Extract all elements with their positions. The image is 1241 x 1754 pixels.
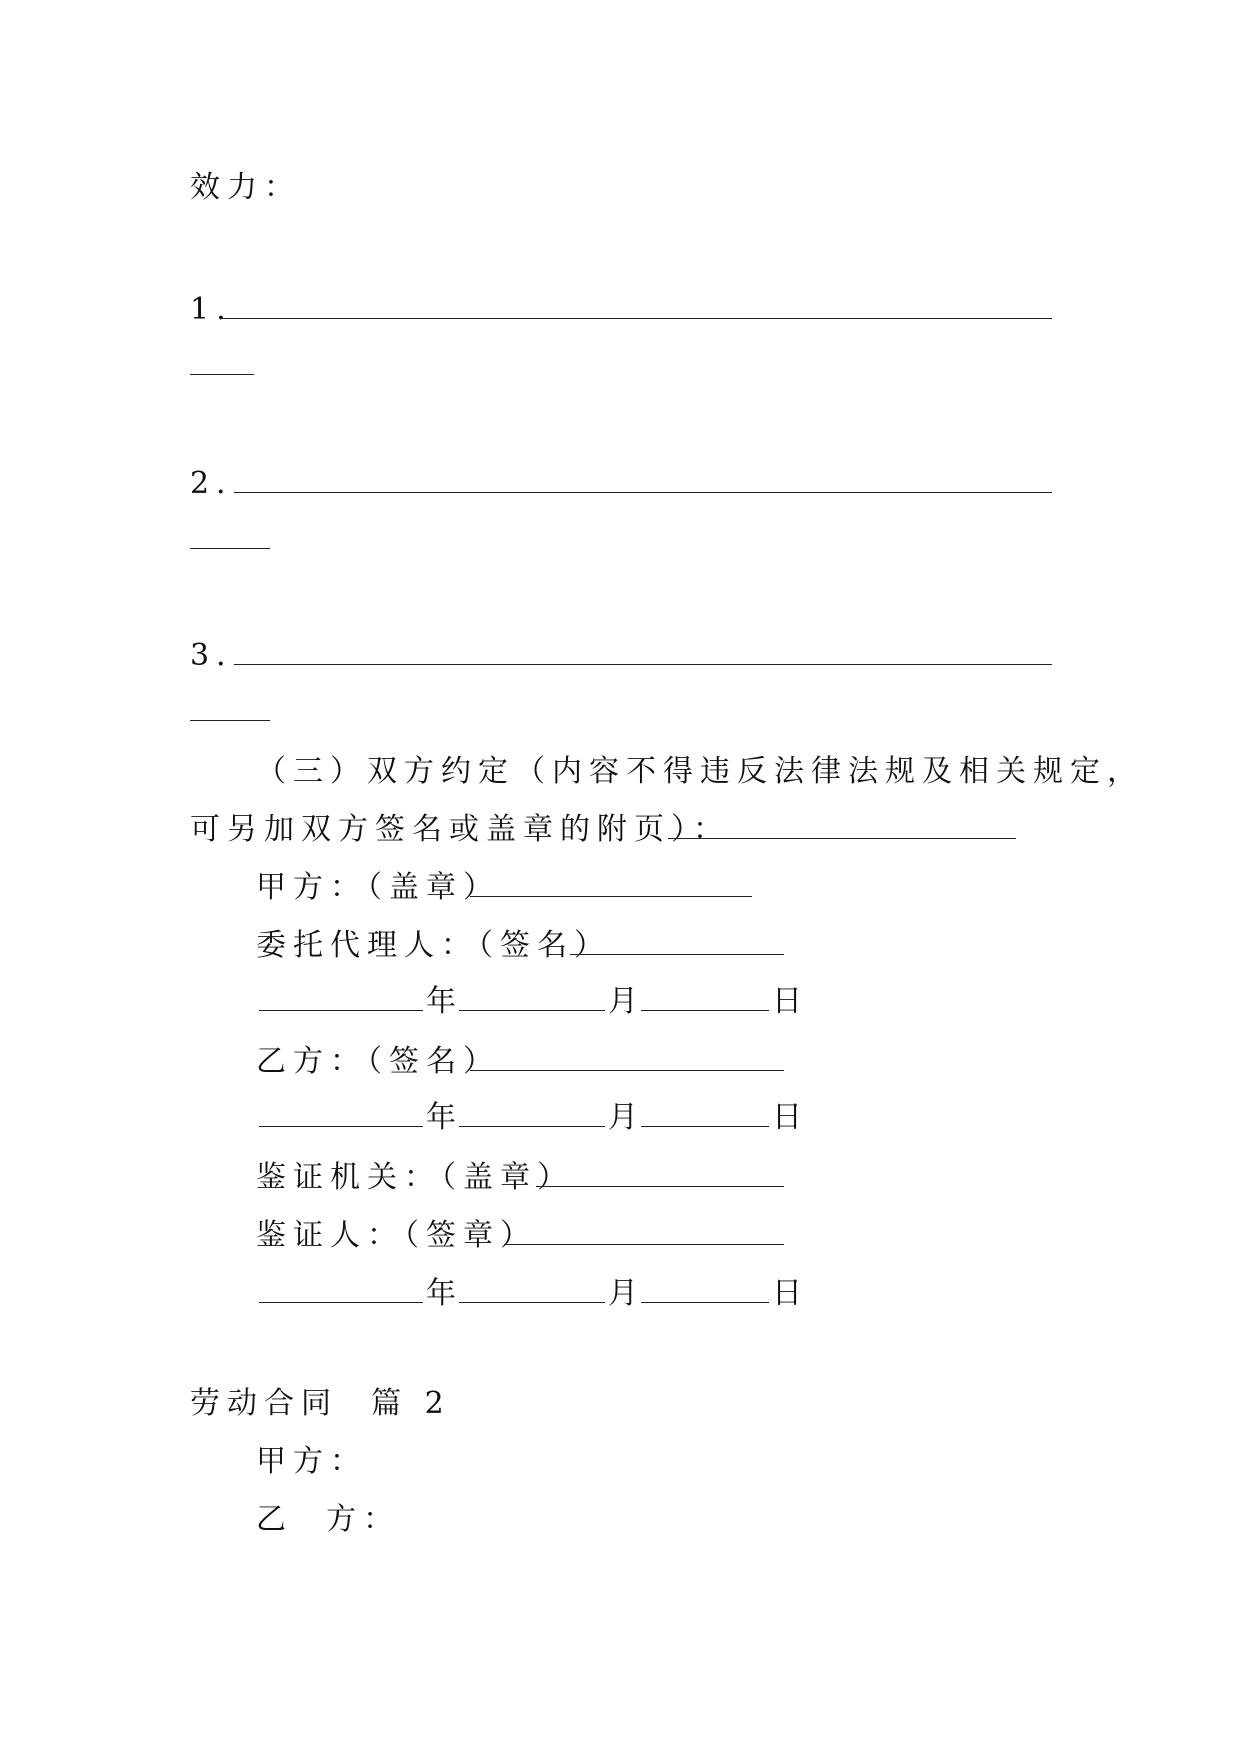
day-blank — [641, 982, 769, 1011]
year-blank — [259, 1098, 423, 1127]
item-3-number: 3． — [190, 638, 254, 673]
agent-signature-blank — [570, 954, 784, 955]
contract-2-party-a: 甲方： — [256, 1444, 367, 1479]
year-label: 年 — [426, 1276, 456, 1311]
year-label: 年 — [426, 984, 456, 1019]
verifier-signature-blank — [504, 1244, 784, 1245]
year-label: 年 — [426, 1100, 456, 1135]
party-b-signature-blank — [470, 1070, 784, 1071]
agent-signature-label: 委托代理人：（签名） — [256, 928, 611, 963]
item-1-blank-continuation — [190, 374, 254, 375]
authority-seal-label: 鉴证机关：（盖章） — [256, 1160, 574, 1195]
date-row-party-b — [256, 1098, 802, 1138]
contract-2-title: 劳动合同 篇 2 — [190, 1386, 451, 1421]
effect-heading: 效力： — [190, 170, 301, 205]
item-1-blank-line — [220, 318, 1052, 319]
month-label: 月 — [608, 1100, 638, 1135]
party-b-signature-label: 乙方：（签名） — [256, 1044, 500, 1079]
item-2-blank-continuation — [190, 548, 270, 549]
month-blank — [459, 1274, 605, 1303]
item-2-number: 2． — [190, 466, 254, 501]
agreement-clause-line2: 可另加双方签名或盖章的附页）： — [190, 812, 730, 847]
authority-seal-blank — [536, 1186, 784, 1187]
date-row-verifier — [256, 1274, 802, 1314]
day-label: 日 — [772, 984, 802, 1019]
date-row-agent — [256, 982, 802, 1022]
item-3-blank-line — [234, 664, 1052, 665]
item-2-blank-line — [234, 492, 1052, 493]
month-label: 月 — [608, 1276, 638, 1311]
month-label: 月 — [608, 984, 638, 1019]
item-1-number: 1. — [190, 292, 233, 327]
day-blank — [641, 1098, 769, 1127]
month-blank — [459, 982, 605, 1011]
year-blank — [259, 1274, 423, 1303]
day-label: 日 — [772, 1276, 802, 1311]
contract-2-party-b: 乙 方： — [256, 1502, 401, 1537]
agreement-blank-line — [668, 838, 1016, 839]
item-3-blank-continuation — [190, 720, 270, 721]
party-a-seal-label: 甲方：（盖章） — [256, 870, 500, 905]
party-a-seal-blank — [470, 896, 752, 897]
year-blank — [259, 982, 423, 1011]
agreement-clause-line1: （三）双方约定（内容不得违反法律法规及相关规定， — [256, 754, 1144, 789]
day-blank — [641, 1274, 769, 1303]
day-label: 日 — [772, 1100, 802, 1135]
verifier-signature-label: 鉴证人：（签章） — [256, 1218, 537, 1253]
month-blank — [459, 1098, 605, 1127]
